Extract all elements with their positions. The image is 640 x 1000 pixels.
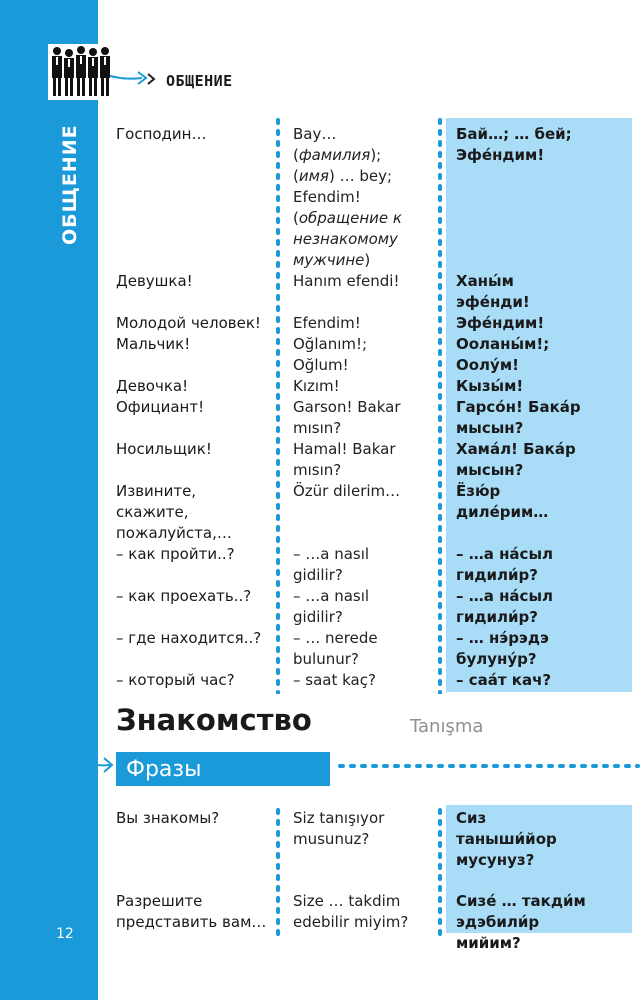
pronunciation: Ханы́м эфе́нди! [456, 272, 530, 311]
russian-phrase: Разрешите представить вам… [116, 892, 267, 931]
pronunciation: – … нэ́рэдэ булуну́р? [456, 629, 549, 668]
pronunciation: Эфе́ндим! [456, 314, 545, 332]
turkish-phrase: – saat kaç? [293, 671, 376, 689]
section-title: Знакомство [116, 703, 312, 737]
pronunciation: Ёзю́р диле́рим… [456, 482, 549, 521]
pronunciation: Сиз таныши́йор мусунуз? [456, 809, 557, 869]
turkish-phrase: Özür dilerim… [293, 482, 401, 500]
turkish-phrase: – … nerede bulunur? [293, 629, 378, 668]
russian-phrase: – как пройти..? [116, 545, 235, 563]
turkish-phrase: Efendim! [293, 314, 361, 332]
turkish-phrase: Garson! Bakar mısın? [293, 398, 401, 437]
section-subtitle: Tanışma [410, 716, 484, 737]
russian-phrase: Извините, скажите, пожалуйста,… [116, 482, 232, 542]
subsection-label: Фразы [116, 752, 330, 786]
turkish-phrase: Kızım! [293, 377, 340, 395]
turkish-phrase: Hanım efendi! [293, 272, 400, 290]
turkish-phrase: Hamal! Bakar mısın? [293, 440, 396, 479]
pronunciation: Кызы́м! [456, 377, 524, 395]
russian-phrase: – как проехать..? [116, 587, 252, 605]
russian-phrase: Молодой человек! [116, 314, 261, 332]
turkish-phrase: Size … takdim edebilir miyim? [293, 892, 409, 931]
subsection-dotted-line [336, 762, 640, 770]
russian-phrase: – который час? [116, 671, 235, 689]
turkish-phrase: Oğlanım!; Oğlum! [293, 335, 368, 374]
pronunciation: Ооланы́м!; Оолу́м! [456, 335, 550, 374]
pronunciation: – …а на́сыл гидили́р? [456, 587, 553, 626]
russian-phrase: Официант! [116, 398, 205, 416]
header-arrow-icon [108, 64, 160, 94]
russian-phrase: Девочка! [116, 377, 189, 395]
pronunciation: Сизе́ … такди́м эдэбили́р мийим? [456, 892, 586, 952]
russian-phrase: Девушка! [116, 272, 193, 290]
russian-phrase: Носильщик! [116, 440, 212, 458]
russian-phrase: Господин… [116, 125, 207, 143]
section-header: ОБЩЕНИЕ [166, 72, 233, 90]
sidebar-label: ОБЩЕНИЕ [59, 124, 81, 246]
subsection-arrow-icon [86, 748, 118, 778]
pronunciation: – саа́т кач? [456, 671, 552, 689]
turkish-phrase: Bay… (фамилия); (имя) … bey; Efendim! (обращение к незнакомому мужчине) [293, 125, 402, 269]
turkish-phrase: – …a nasıl gidilir? [293, 545, 370, 584]
turkish-phrase: Siz tanışıyor musunuz? [293, 809, 385, 848]
page-number: 12 [56, 926, 74, 942]
russian-phrase: – где находится..? [116, 629, 262, 647]
pronunciation: – …а на́сыл гидили́р? [456, 545, 553, 584]
pronunciation: Хама́л! Бака́р мысын? [456, 440, 576, 479]
pronunciation: Гарсо́н! Бака́р мысын? [456, 398, 581, 437]
turkish-phrase: – …a nasıl gidilir? [293, 587, 370, 626]
russian-phrase: Вы знакомы? [116, 809, 220, 827]
russian-phrase: Мальчик! [116, 335, 191, 353]
pronunciation: Бай…; … бей; Эфе́ндим! [456, 125, 572, 164]
